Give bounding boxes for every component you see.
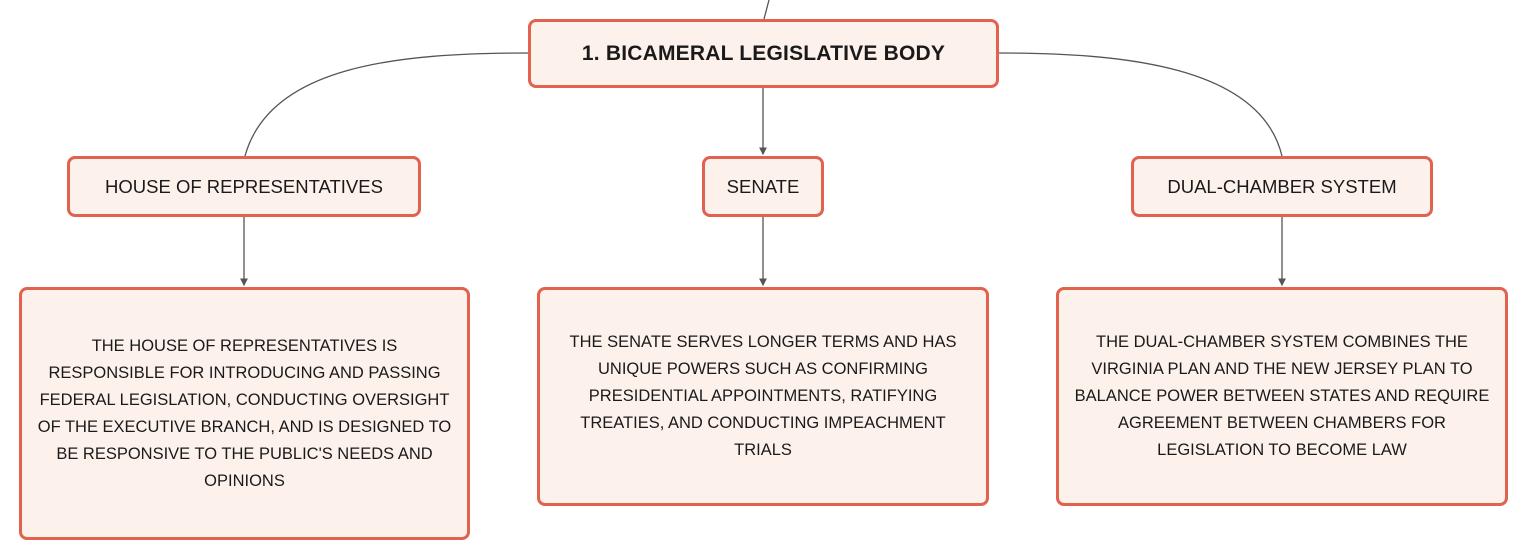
detail-node-senate[interactable]: [537, 287, 989, 506]
branch-node-dual-chamber-system[interactable]: [1131, 156, 1433, 217]
detail-node-dual-chamber-system[interactable]: [1056, 287, 1508, 506]
branch-label-dual-chamber-system: DUAL-CHAMBER SYSTEM: [1167, 175, 1397, 197]
root-topic-label: 1. BICAMERAL LEGISLATIVE BODY: [581, 41, 946, 65]
branch-node-house-of-representatives[interactable]: [67, 156, 421, 217]
branch-label-house-of-representatives: HOUSE OF REPRESENTATIVES: [105, 175, 383, 197]
connector-root-to-dual: [999, 53, 1282, 156]
branch-label-senate: SENATE: [726, 175, 800, 197]
detail-text-dual-chamber-system: THE DUAL-CHAMBER SYSTEM COMBINES THE VIRGINIA PLAN AND THE NEW JERSEY PLAN TO BALANCE POWER BETWEEN STATES AND REQUIRE AGREEMENT BETWEEN CHAMBERS FOR LEGISLATION TO BECOME LAW: [1074, 333, 1490, 459]
incoming-parent-connector: [764, 0, 769, 19]
root-topic-node[interactable]: [528, 19, 999, 88]
detail-text-house-of-representatives: THE HOUSE OF REPRESENTATIVES IS RESPONSIBLE FOR INTRODUCING AND PASSING FEDERAL LEGISLATION, CONDUCTING OVERSIGHT OF THE EXECUTIVE BRANCH, AND IS DESIGNED TO BE RESPONSIVE TO THE PUBLIC'S NEEDS AND OPINIONS: [37, 336, 452, 490]
branch-node-senate[interactable]: [702, 156, 824, 217]
detail-text-senate: THE SENATE SERVES LONGER TERMS AND HAS UNIQUE POWERS SUCH AS CONFIRMING PRESIDENTIAL APPOINTMENTS, RATIFYING TREATIES, AND CONDUCTING IMPEACHMENT TRIALS: [569, 333, 957, 459]
connector-root-to-house: [245, 53, 528, 156]
detail-node-house-of-representatives[interactable]: [19, 287, 470, 540]
